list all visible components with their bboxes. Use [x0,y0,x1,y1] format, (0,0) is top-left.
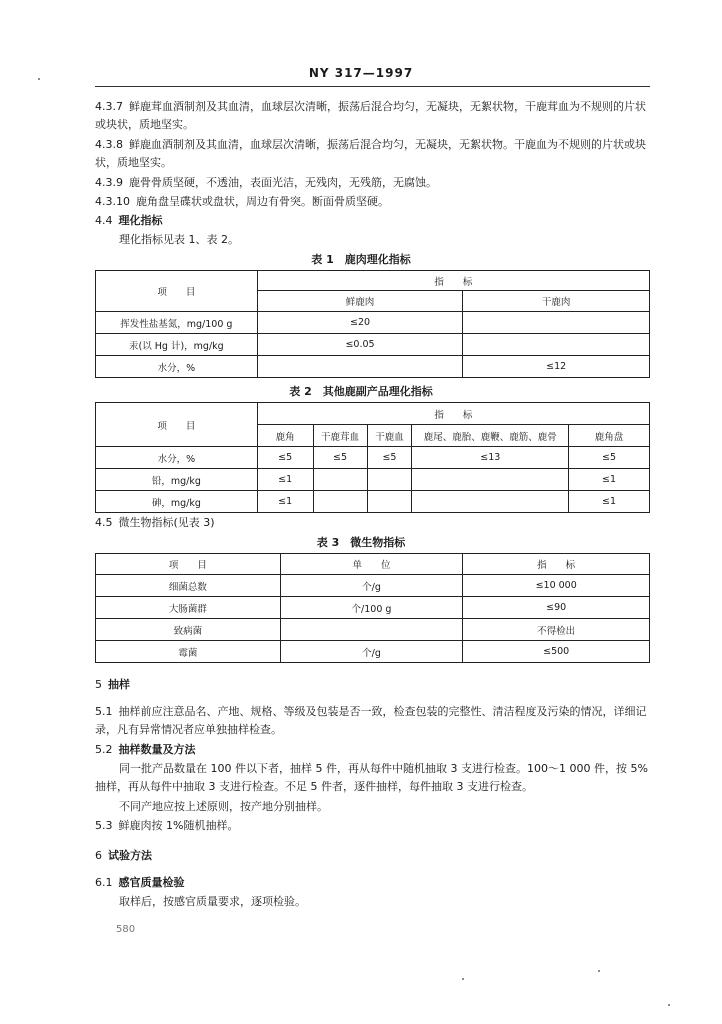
table-cell [313,469,367,491]
clause-number: 6.1 [95,876,113,889]
table2 [95,402,650,513]
table-cell: ≤12 [463,356,650,378]
table3-header: 指 标 [463,554,650,575]
table3-header: 项 目 [96,554,281,575]
table3 [95,553,650,663]
table-cell: 霉菌 [96,641,281,663]
page-header: NY 317—1997 [308,66,414,80]
table-cell: ≤1 [257,491,313,513]
table2-subheader: 干鹿血 [367,425,412,447]
clause-number: 4.3.8 [95,138,123,151]
section-number: 6 [95,849,102,862]
table-cell [367,469,412,491]
table-cell: 细菌总数 [96,575,281,597]
table-cell: 不得检出 [463,619,650,641]
table-cell: 铅，mg/kg [96,469,258,491]
table-cell: ≤0.05 [257,334,463,356]
section-4-5-heading [95,514,655,532]
section-number: 5 [95,678,102,691]
scan-speck [462,978,464,980]
clause-text: 抽样前应注意品名、产地、规格、等级及包装是否一致，检查包装的完整性、清洁程度及污染的情况，详细记录，凡有异常情况者应单独抽样检查。 [95,705,647,736]
table-row [96,619,650,641]
table-cell: 汞(以 Hg 计)，mg/kg [96,334,258,356]
clause-text: 鲜鹿血酒制剂及其血清，血球层次清晰，振荡后混合均匀，无凝块，无絮状物。干鹿血为不规则的片状或块状，质地坚实。 [95,138,646,169]
table-row [96,447,650,469]
table-row [96,641,650,663]
clause-title: 感官质量检验 [118,876,185,889]
table-row [96,356,650,378]
clause-6-1-heading [95,874,655,892]
scan-speck [668,1004,670,1006]
table-row [96,491,650,513]
table2-header-item: 项 目 [96,403,258,447]
table1-caption: 表 1 鹿肉理化指标 [311,253,411,266]
clause-text: 鹿角盘呈碟状或盘状，周边有骨突。断面骨质坚硬。 [136,195,389,208]
clause-5-2-paragraph-2: 不同产地应按上述原则，按产地分别抽样。 [119,800,328,813]
table-row [96,469,650,491]
clause-number: 5.3 [95,819,113,832]
table-cell: ≤5 [569,447,650,469]
table-cell: ≤500 [463,641,650,663]
table-cell: ≤1 [569,469,650,491]
table-cell: ≤10 000 [463,575,650,597]
table3-header: 单 位 [280,554,463,575]
table2-caption: 表 2 其他鹿副产品理化指标 [289,385,433,398]
table-cell: ≤90 [463,597,650,619]
table2-subheader: 干鹿茸血 [313,425,367,447]
table-cell: 致病菌 [96,619,281,641]
table-cell: ≤1 [569,491,650,513]
table-row [96,597,650,619]
section-number: 4.4 [95,214,113,227]
table-cell [412,491,569,513]
scan-speck [38,78,40,80]
clause-4-3-9 [95,174,655,192]
clause-number: 5.2 [95,743,113,756]
table1-header-item: 项 目 [96,271,258,312]
table-cell [367,491,412,513]
table-cell: 水分，% [96,447,258,469]
table1-header-index: 指 标 [257,271,649,291]
section-6-heading [95,847,655,865]
table-cell: ≤5 [257,447,313,469]
table-cell: 砷，mg/kg [96,491,258,513]
table-cell: ≤5 [313,447,367,469]
table2-subheader: 鹿尾、鹿胎、鹿鞭、鹿筋、鹿骨 [412,425,569,447]
clause-number: 4.3.9 [95,176,123,189]
clause-5-1 [95,703,655,739]
section-number: 4.5 [95,516,113,529]
table-cell [412,469,569,491]
section-title: 理化指标 [118,214,163,227]
table-cell: 大肠菌群 [96,597,281,619]
table2-subheader: 鹿角盘 [569,425,650,447]
clause-6-1-text: 取样后，按感官质量要求，逐项检验。 [119,895,306,908]
clause-title: 抽样数量及方法 [118,743,196,756]
section-5-heading [95,676,655,694]
table-cell [313,491,367,513]
clause-4-3-8 [95,136,655,172]
table-cell: ≤1 [257,469,313,491]
clause-number: 4.3.7 [95,100,123,113]
section-title: 试验方法 [108,849,152,862]
clause-number: 5.1 [95,705,113,718]
table-cell: 水分，% [96,356,258,378]
table-cell: ≤5 [367,447,412,469]
table-cell: ≤20 [257,312,463,334]
table-cell [280,619,463,641]
section-4-4-body: 理化指标见表 1、表 2。 [119,233,239,246]
clause-5-3 [95,817,655,835]
clause-4-3-10 [95,193,655,211]
table-row [96,334,650,356]
table-cell: 挥发性盐基氮，mg/100 g [96,312,258,334]
table-cell [463,312,650,334]
section-title: 微生物指标(见表 3) [118,516,215,529]
clause-number: 4.3.10 [95,195,130,208]
section-title: 抽样 [108,678,130,691]
table-cell [463,334,650,356]
table2-header-index: 指 标 [257,403,649,425]
table3-caption: 表 3 微生物指标 [316,536,406,549]
table-row [96,312,650,334]
table-cell: 个/g [280,575,463,597]
header-rule [95,86,650,87]
table-cell [257,356,463,378]
table-cell: 个/g [280,641,463,663]
clause-text: 鲜鹿肉按 1%随机抽样。 [118,819,239,832]
table1-subheader: 鲜鹿肉 [257,291,463,312]
clause-5-2-heading [95,741,655,759]
table2-subheader: 鹿角 [257,425,313,447]
table1-subheader: 干鹿肉 [463,291,650,312]
table1 [95,270,650,378]
clause-text: 鲜鹿茸血酒制剂及其血清，血球层次清晰，振荡后混合均匀，无凝块，无絮状物，干鹿茸血为不规则的片状或块状，质地坚实。 [95,100,646,131]
scan-speck [598,970,600,972]
table-cell: ≤13 [412,447,569,469]
table-cell: 个/100 g [280,597,463,619]
table-row [96,575,650,597]
clause-4-3-7 [95,98,655,134]
page-number: 580 [116,924,136,935]
section-4-4-heading [95,212,655,230]
clause-text: 鹿骨骨质坚硬，不透油，表面光洁，无残肉，无残筋，无腐蚀。 [129,176,437,189]
clause-5-2-paragraph-1: 同一批产品数量在 100 件以下者，抽样 5 件，再从每件中随机抽取 3 支进行检查。100～1 000 件，按 5%抽样，再从每件中抽取 3 支进行检查。不足 5 件者，逐件抽样，每件抽取 3 支进行检查。 [95,762,648,793]
